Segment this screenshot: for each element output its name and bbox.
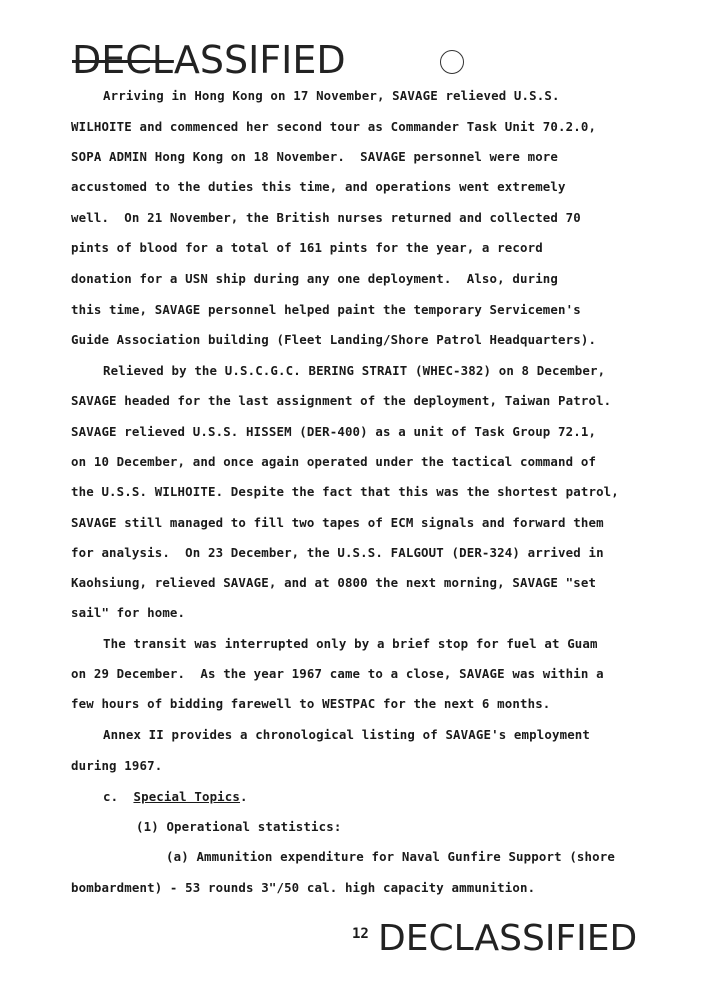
item-line: (a) Ammunition expenditure for Naval Gunfire Support (shore [166,849,615,864]
text-line: few hours of bidding farewell to WESTPAC for the next 6 months. [71,696,551,711]
text-line: Kaohsiung, relieved SAVAGE, and at 0800 the next morning, SAVAGE "set [71,575,597,590]
text-line: SAVAGE headed for the last assignment of the deployment, Taiwan Patrol. [71,393,612,408]
punch-hole-mark [440,50,464,74]
text-line: well. On 21 November, the British nurses returned and collected 70 [71,210,581,225]
text-line: SAVAGE still managed to fill two tapes of ECM signals and forward them [71,515,604,530]
text-line: pints of blood for a total of 161 pints for the year, a record [71,240,543,255]
text-line: on 10 December, and once again operated under the tactical command of [71,454,597,469]
text-line: SAVAGE relieved U.S.S. HISSEM (DER-400) as a unit of Task Group 72.1, [71,424,597,439]
text-line: Arriving in Hong Kong on 17 November, SAVAGE relieved U.S.S. [103,88,560,103]
text-line: on 29 December. As the year 1967 came to a close, SAVAGE was within a [71,666,604,681]
section-heading [103,789,248,805]
declassified-stamp-top [72,36,346,84]
text-line: accustomed to the duties this time, and operations went extremely [71,179,566,194]
text-line: sail" for home. [71,605,186,620]
text-line: Guide Association building (Fleet Landing/Shore Patrol Headquarters). [71,332,597,347]
text-line: SOPA ADMIN Hong Kong on 18 November. SAVAGE personnel were more [71,149,559,164]
text-line: during 1967. [71,758,163,773]
section-title: Special Topics [133,789,241,804]
subsection-label: (1) Operational statistics: [136,819,342,834]
section-marker: c. [103,789,119,804]
text-line: Relieved by the U.S.C.G.C. BERING STRAIT (WHEC-382) on 8 December, [103,363,606,378]
text-line: Annex II provides a chronological listing of SAVAGE's employment [103,727,591,742]
text-line: for analysis. On 23 December, the U.S.S. FALGOUT (DER-324) arrived in [71,545,604,560]
section-title-suffix: . [240,789,248,804]
text-line: donation for a USN ship during any one deployment. Also, during [71,271,559,286]
item-line: bombardment) - 53 rounds 3"/50 cal. high capacity ammunition. [71,880,536,895]
declassified-stamp-bottom: DECLASSIFIED [378,918,638,959]
text-line: this time, SAVAGE personnel helped paint the temporary Servicemen's [71,302,581,317]
stamp-rest-portion: ASSIFIED [173,38,346,82]
text-line: The transit was interrupted only by a brief stop for fuel at Guam [103,636,598,651]
text-line: the U.S.S. WILHOITE. Despite the fact that this was the shortest patrol, [71,484,619,499]
page-number: 12 [352,926,369,942]
text-line: WILHOITE and commenced her second tour as Commander Task Unit 70.2.0, [71,119,597,134]
stamp-struck-portion: DECL [72,38,174,82]
